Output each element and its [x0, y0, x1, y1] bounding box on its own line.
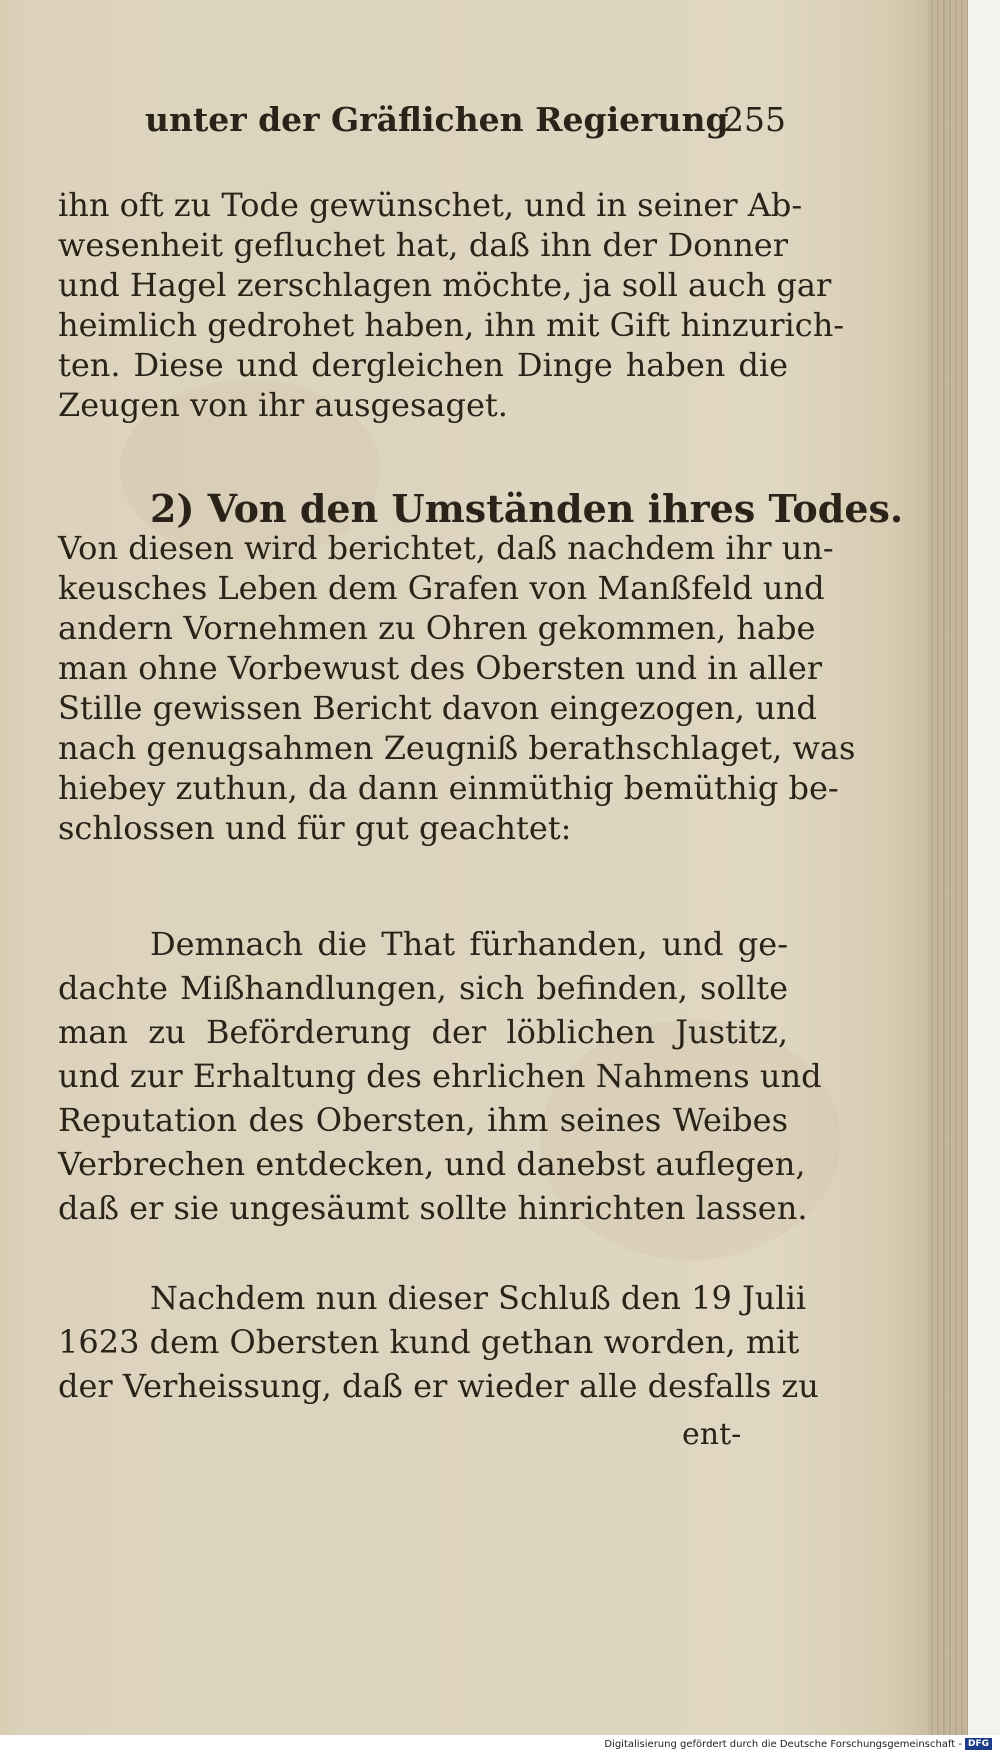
running-header — [145, 100, 785, 139]
text-line: wesenheit gefluchet hat, daß ihn der Donner — [58, 226, 788, 264]
text-line: Verbrechen entdecken, und danebst auflegen, — [58, 1145, 806, 1183]
text-line: daß er sie ungesäumt sollte hinrichten lassen. — [58, 1189, 808, 1227]
text-line: der Verheissung, daß er wieder alle desfalls zu — [58, 1367, 819, 1405]
running-title: unter der Gräflichen Regierung — [145, 100, 729, 139]
text-line: man ohne Vorbewust des Obersten und in aller — [58, 649, 823, 687]
text-line: Nachdem nun dieser Schluß den 19 Julii — [150, 1279, 807, 1317]
page-edges — [928, 0, 968, 1735]
credit-text: Digitalisierung gefördert durch die Deutsche Forschungsgemeinschaft - — [604, 1738, 962, 1750]
text-line: Zeugen von ihr ausgesaget. — [58, 386, 508, 424]
text-line: ihn oft zu Tode gewünschet, und in seiner Ab- — [58, 186, 803, 224]
digitization-credit — [604, 1738, 992, 1750]
text-line: andern Vornehmen zu Ohren gekommen, habe — [58, 609, 816, 647]
text-line: nach genugsahmen Zeugniß berathschlaget, was — [58, 729, 856, 767]
catchword: ent- — [682, 1417, 742, 1452]
text-line: heimlich gedrohet haben, ihn mit Gift hinzurich- — [58, 306, 845, 344]
text-line: 1623 dem Obersten kund gethan worden, mit — [58, 1323, 800, 1361]
text-line: Von diesen wird berichtet, daß nachdem ihr un- — [58, 529, 834, 567]
page-number: 255 — [723, 100, 786, 139]
text-line: dachte Mißhandlungen, sich befinden, sollte — [58, 969, 788, 1007]
text-line: Reputation des Obersten, ihm seines Weibes — [58, 1101, 788, 1139]
text-line: schlossen und für gut geachtet: — [58, 809, 572, 847]
dfg-logo: DFG — [965, 1738, 992, 1750]
text-line: man zu Beförderung der löblichen Justitz, — [58, 1013, 788, 1051]
text-line: keusches Leben dem Grafen von Manßfeld und — [58, 569, 825, 607]
text-line: ten. Diese und dergleichen Dinge haben die — [58, 346, 788, 384]
text-line: hiebey zuthun, da dann einmüthig bemüthig be- — [58, 769, 839, 807]
text-line: und Hagel zerschlagen möchte, ja soll auch gar — [58, 266, 832, 304]
text-line: Stille gewissen Bericht davon eingezogen, und — [58, 689, 817, 727]
section-heading: 2) Von den Umständen ihres Todes. — [150, 486, 904, 531]
text-line: Demnach die That fürhanden, und ge- — [150, 925, 788, 963]
text-line: und zur Erhaltung des ehrlichen Nahmens und — [58, 1057, 822, 1095]
